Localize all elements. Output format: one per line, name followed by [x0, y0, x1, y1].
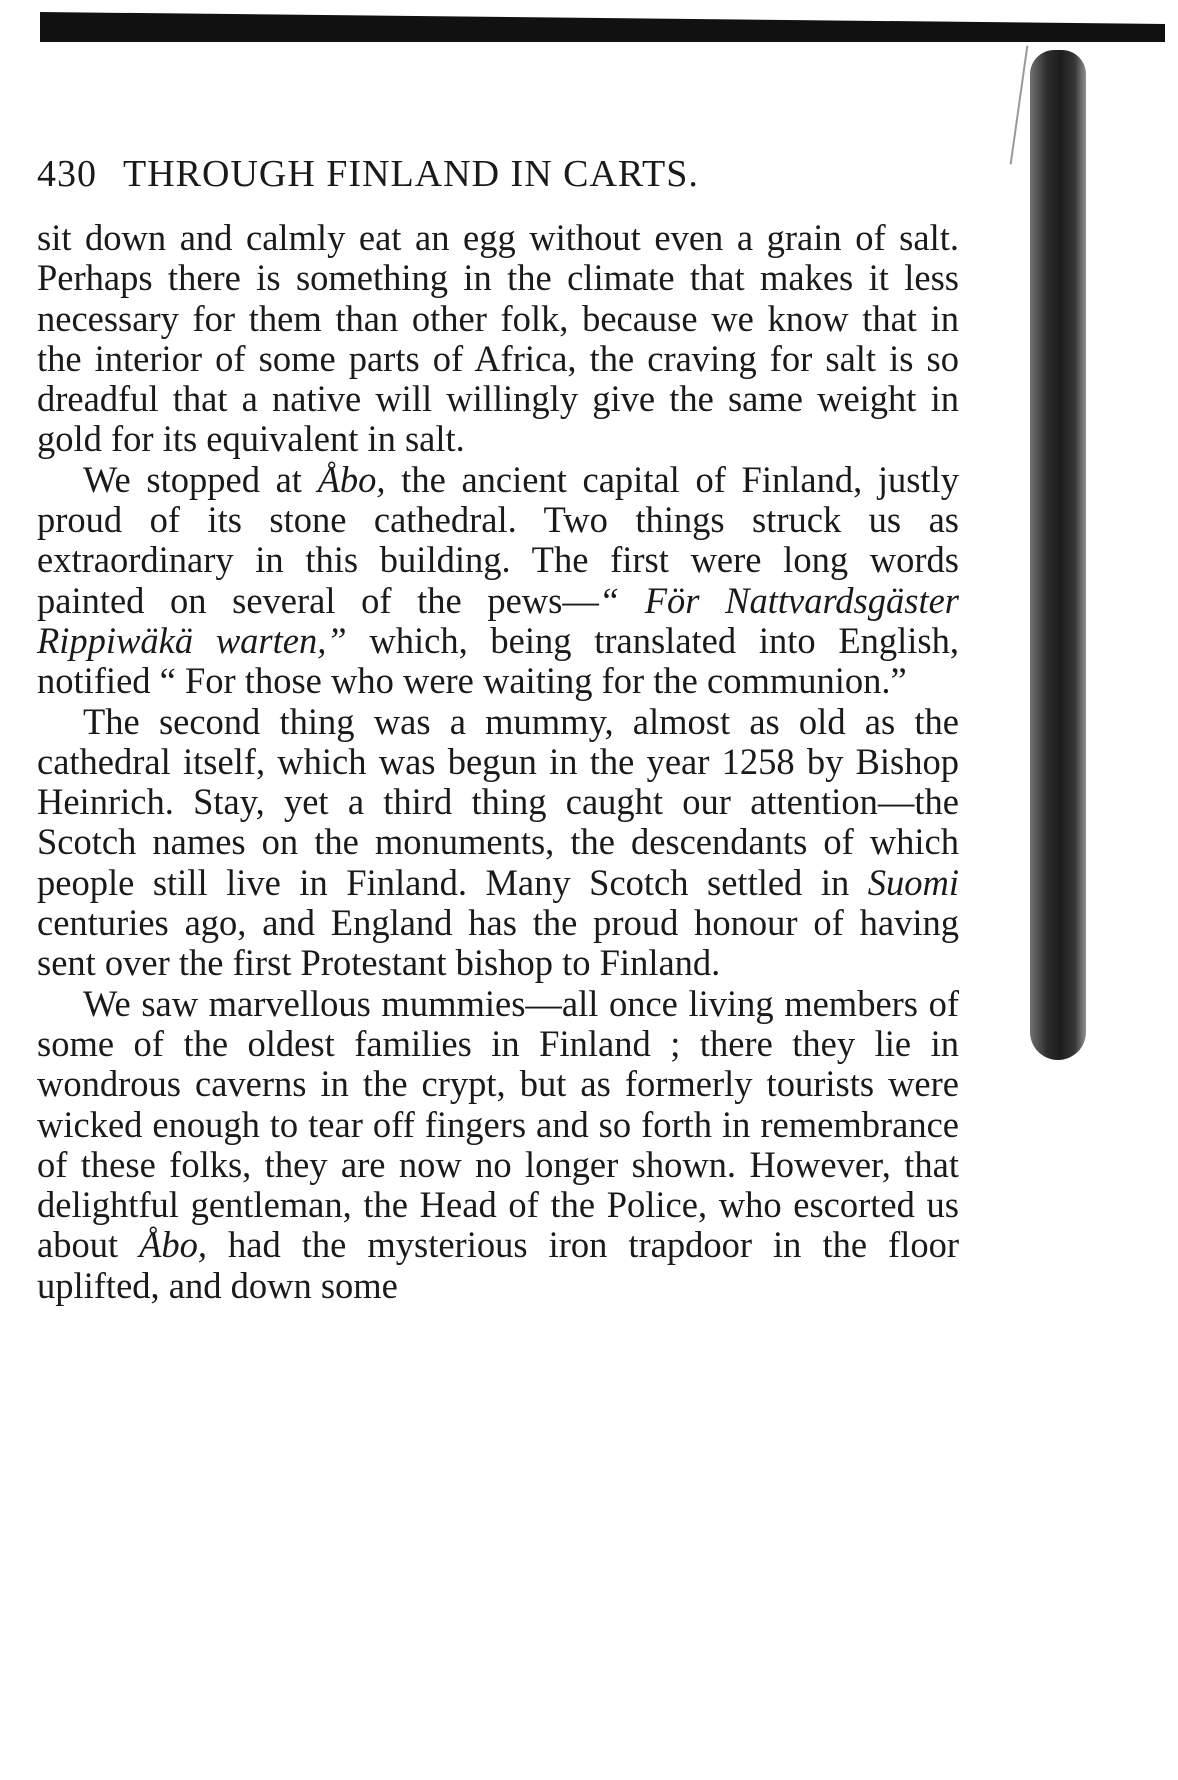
paragraph-3-part-a: The second thing was a mummy, almost as old as the cathedral itself, which was begun in the year 1258 by Bishop Heinrich. Stay, yet a third thing caught our attention—the Scotch names on the monuments, the descendants of which people still live in Finland. Many Scotch settled in [37, 700, 959, 903]
paragraph-3-part-b: centuries ago, and England has the proud honour of having sent over the first Protestant bishop to Finland. [37, 902, 959, 984]
top-rule [40, 12, 1165, 42]
place-name-abo: Åbo, [139, 1224, 208, 1266]
body-text [37, 218, 959, 1306]
page-number: 430 [37, 153, 97, 195]
paragraph-1 [37, 218, 959, 460]
place-name-abo: Åbo, [317, 458, 386, 500]
binding-edge-line [1010, 45, 1029, 164]
paragraph-4-part-b: had the mysterious iron trapdoor in the floor uplifted, and down some [37, 1224, 959, 1306]
place-name-suomi: Suomi [867, 861, 959, 903]
paragraph-4-part-a: We saw marvellous mummies—all once living members of some of the oldest families in Finland ; there they lie in wondrous caverns in the crypt, but as formerly tourists were wicked enough to tear off fingers and so forth in remembrance of these folks, they are now no longer shown. However, that delightful gentleman, the Head of the Police, who escorted us about [37, 982, 959, 1266]
pew-inscription-quote: “ För Nattvardsgäster Rippiwäkä warten,” [37, 579, 959, 661]
running-title: THROUGH FINLAND IN CARTS. [123, 153, 699, 195]
paragraph-1-text: sit down and calmly eat an egg without even a grain of salt. Perhaps there is something in the climate that makes it less necessary for them than other folk, because we know that in the interior of some parts of Africa, the craving for salt is so dreadful that a native will willingly give the same weight in gold for its equivalent in salt. [37, 217, 959, 460]
paragraph-2-part-b: the ancient capital of Finland, justly proud of its stone cathedral. Two things struck us as extraordinary in this building. The first were long words painted on several of the pews— [37, 458, 959, 621]
binding-shadow [1030, 50, 1086, 1060]
paragraph-2 [37, 460, 959, 702]
paragraph-3 [37, 702, 959, 984]
paragraph-2-part-c: which, being translated into English, notified “ For those who were waiting for the communion.” [37, 619, 959, 702]
paragraph-2-part-a: We stopped at [83, 458, 318, 500]
page-header [37, 152, 957, 196]
paragraph-4 [37, 984, 959, 1306]
